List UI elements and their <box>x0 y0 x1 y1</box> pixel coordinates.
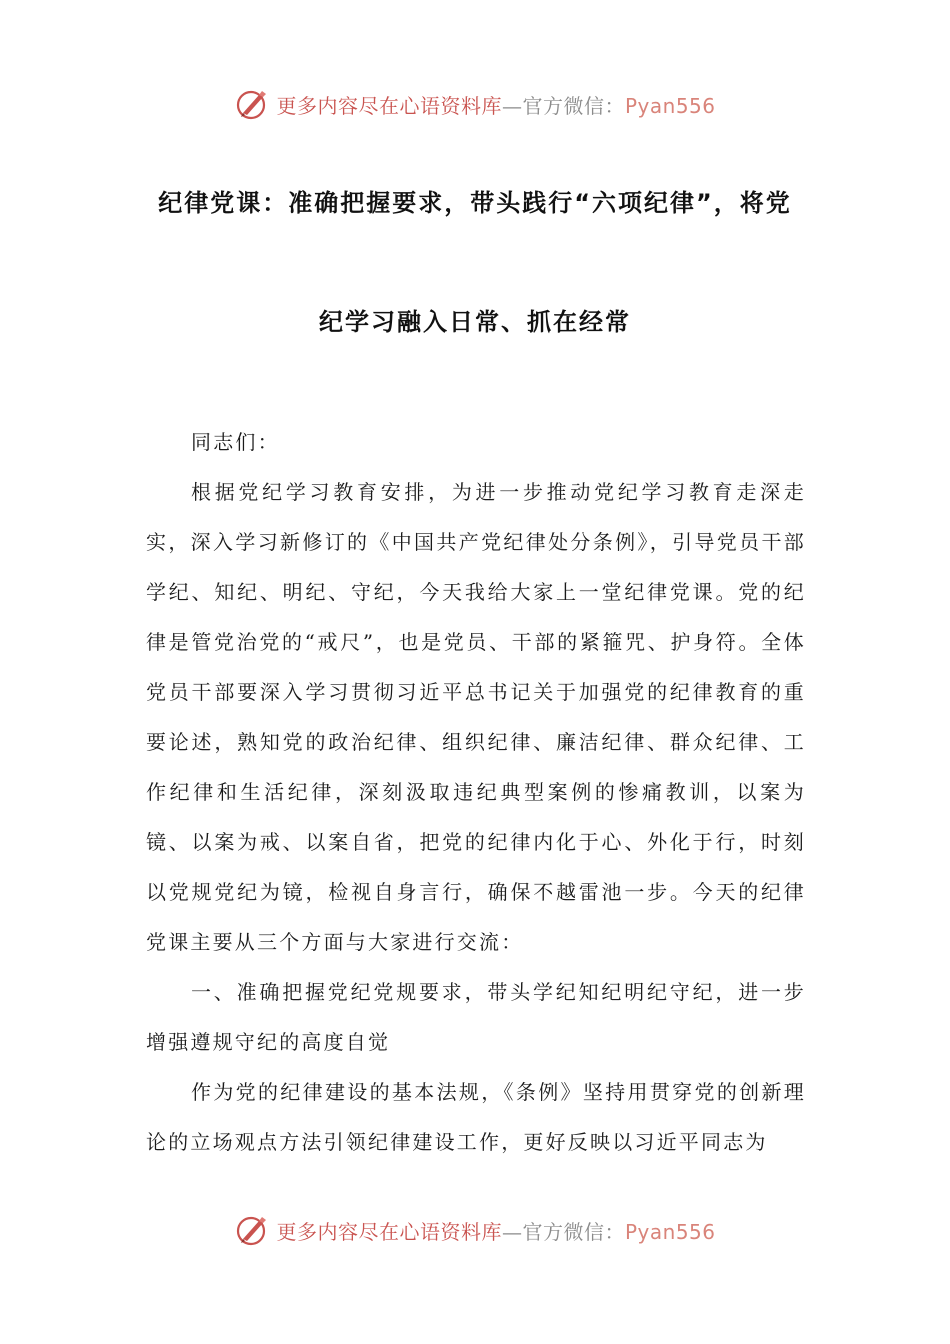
section-heading: 一、准确把握党纪党规要求，带头学纪知纪明纪守纪，进一步增强遵规守纪的高度自觉 <box>146 980 806 1054</box>
watermark-banner-top <box>0 82 950 126</box>
watermark-text <box>276 90 715 119</box>
watermark-dash: — <box>501 1219 523 1244</box>
document-title-line-1: 纪律党课：准确把握要求，带头践行“六项纪律”，将党 <box>158 189 792 217</box>
document-title-line-2: 纪学习融入日常、抓在经常 <box>319 308 631 336</box>
salutation: 同志们： <box>191 430 280 454</box>
watermark-main: 更多内容尽在心语资料库 <box>276 1219 502 1244</box>
pen-logo-icon <box>234 86 270 122</box>
watermark-text <box>276 1216 715 1245</box>
watermark-main: 更多内容尽在心语资料库 <box>276 93 502 118</box>
watermark-label: 官方微信： <box>522 93 625 118</box>
document-body <box>146 417 806 1167</box>
watermark-dash: — <box>501 93 523 118</box>
watermark-id: Pyan556 <box>624 1219 716 1244</box>
watermark-banner-bottom <box>0 1208 950 1252</box>
watermark-label: 官方微信： <box>522 1219 625 1244</box>
paragraph: 作为党的纪律建设的基本法规，《条例》坚持用贯穿党的创新理论的立场观点方法引领纪律建设工作，更好反映以习近平同志为 <box>146 1080 806 1154</box>
watermark-id: Pyan556 <box>624 93 716 118</box>
paragraph: 根据党纪学习教育安排，为进一步推动党纪学习教育走深走实，深入学习新修订的《中国共产党纪律处分条例》，引导党员干部学纪、知纪、明纪、守纪，今天我给大家上一堂纪律党课。党的纪律是管党治党的“戒尺”，也是党员、干部的紧箍咒、护身符。全体党员干部要深入学习贯彻习近平总书记关于加强党的纪律教育的重要论述，熟知党的政治纪律、组织纪律、廉洁纪律、群众纪律、工作纪律和生活纪律，深刻汲取违纪典型案例的惨痛教训，以案为镜、以案为戒、以案自省，把党的纪律内化于心、外化于行，时刻以党规党纪为镜，检视自身言行，确保不越雷池一步。今天的纪律党课主要从三个方面与大家进行交流： <box>146 480 806 954</box>
pen-logo-icon <box>234 1212 270 1248</box>
